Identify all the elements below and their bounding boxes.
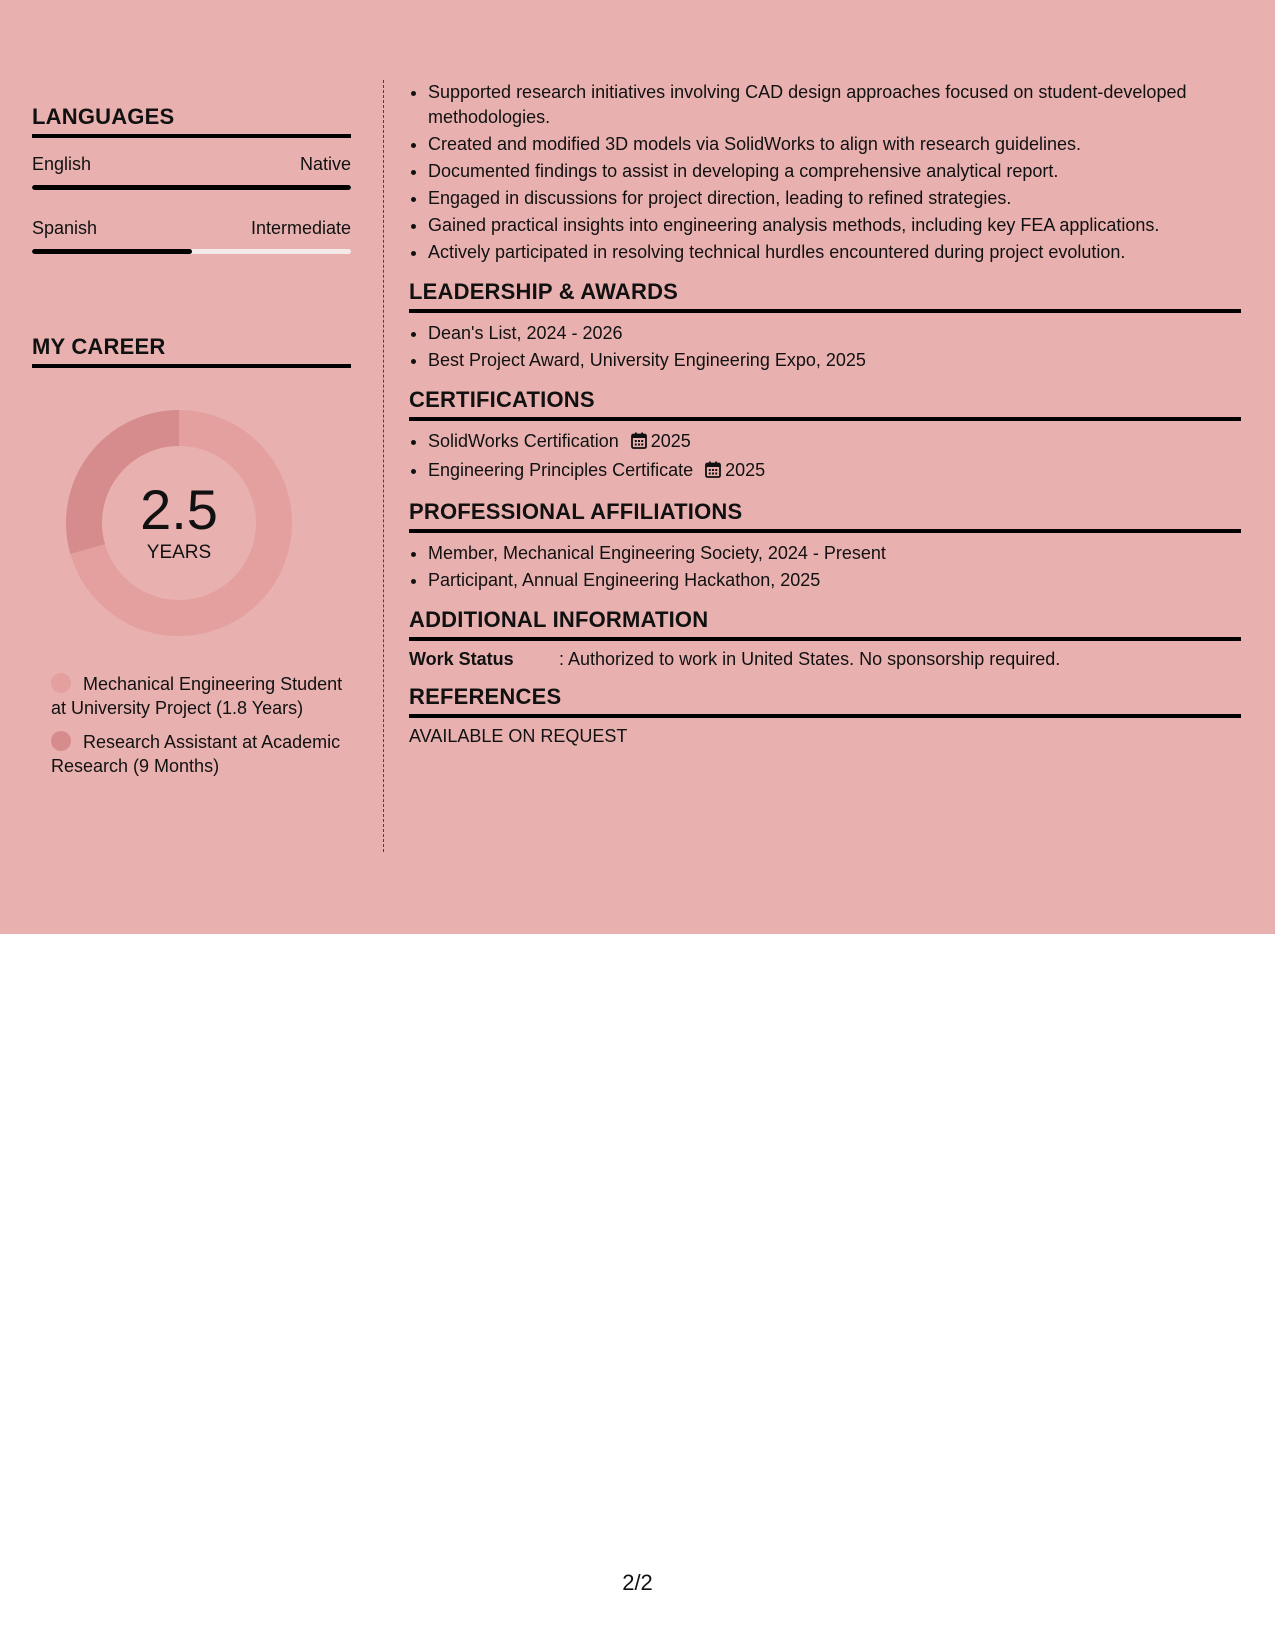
language-bar — [32, 185, 351, 190]
legend-item — [51, 672, 351, 720]
list-item: • Participant, Annual Engineering Hackathon, 2025 — [428, 568, 1241, 593]
calendar-icon — [705, 460, 721, 485]
list-item: • Supported research initiatives involving CAD design approaches focused on student-developed methodologies. — [428, 80, 1241, 130]
certifications-title: CERTIFICATIONS — [409, 387, 1241, 421]
list-item: • Created and modified 3D models via SolidWorks to align with research guidelines. — [428, 132, 1241, 157]
language-bar — [32, 249, 351, 254]
leadership-list — [409, 321, 1241, 373]
additional-info-title: ADDITIONAL INFORMATION — [409, 607, 1241, 641]
certification-year: 2025 — [650, 431, 691, 451]
language-name: English — [32, 154, 92, 174]
affiliations-list — [409, 541, 1241, 593]
certifications-list — [409, 429, 1241, 485]
language-bar-fill — [32, 249, 192, 254]
calendar-icon — [631, 431, 647, 456]
language-level: Intermediate — [250, 218, 351, 238]
career-legend — [51, 672, 351, 778]
work-status-label: Work Status — [409, 649, 514, 669]
list-item: • Dean's List, 2024 - 2026 — [428, 321, 1241, 346]
list-item: • Member, Mechanical Engineering Society, 2024 - Present — [428, 541, 1241, 566]
language-item — [32, 218, 351, 254]
legend-item — [51, 730, 351, 778]
career-total-unit: YEARS — [146, 542, 212, 563]
certification-name: SolidWorks Certification — [428, 431, 619, 451]
legend-dot-icon — [51, 673, 71, 693]
list-item — [428, 458, 1241, 485]
list-item: • Documented findings to assist in developing a comprehensive analytical report. — [428, 159, 1241, 184]
language-level: Native — [299, 154, 351, 174]
list-item: • Actively participated in resolving technical hurdles encountered during project evolution. — [428, 240, 1241, 265]
work-status-value: : Authorized to work in United States. No sponsorship required. — [559, 649, 1061, 669]
donut-center — [66, 410, 292, 636]
certification-year: 2025 — [725, 460, 766, 480]
work-status-row — [409, 649, 1241, 670]
languages-title: LANGUAGES — [32, 104, 351, 138]
career-total-value: 2.5 — [140, 478, 218, 541]
language-bar-fill — [32, 185, 351, 190]
experience-bullets — [409, 80, 1241, 265]
legend-label: Mechanical Engineering Student at University Project (1.8 Years) — [51, 674, 343, 718]
certification-name: Engineering Principles Certificate — [428, 460, 694, 480]
references-title: REFERENCES — [409, 684, 1241, 718]
list-item: • Gained practical insights into engineering analysis methods, including key FEA applications. — [428, 213, 1241, 238]
main-content — [409, 80, 1241, 747]
list-item: • Best Project Award, University Engineering Expo, 2025 — [428, 348, 1241, 373]
language-name: Spanish — [32, 218, 98, 238]
legend-label: Research Assistant at Academic Research (9 Months) — [51, 732, 341, 776]
list-item — [428, 429, 1241, 456]
career-donut — [66, 410, 292, 636]
legend-dot-icon — [51, 731, 71, 751]
column-divider — [383, 80, 384, 852]
affiliations-title: PROFESSIONAL AFFILIATIONS — [409, 499, 1241, 533]
career-title: MY CAREER — [32, 334, 351, 368]
page-number: 2/2 — [622, 1570, 653, 1595]
language-item — [32, 154, 351, 190]
list-item: • Engaged in discussions for project direction, leading to refined strategies. — [428, 186, 1241, 211]
references-text: AVAILABLE ON REQUEST — [409, 726, 628, 746]
leadership-title: LEADERSHIP & AWARDS — [409, 279, 1241, 313]
sidebar — [32, 80, 351, 784]
